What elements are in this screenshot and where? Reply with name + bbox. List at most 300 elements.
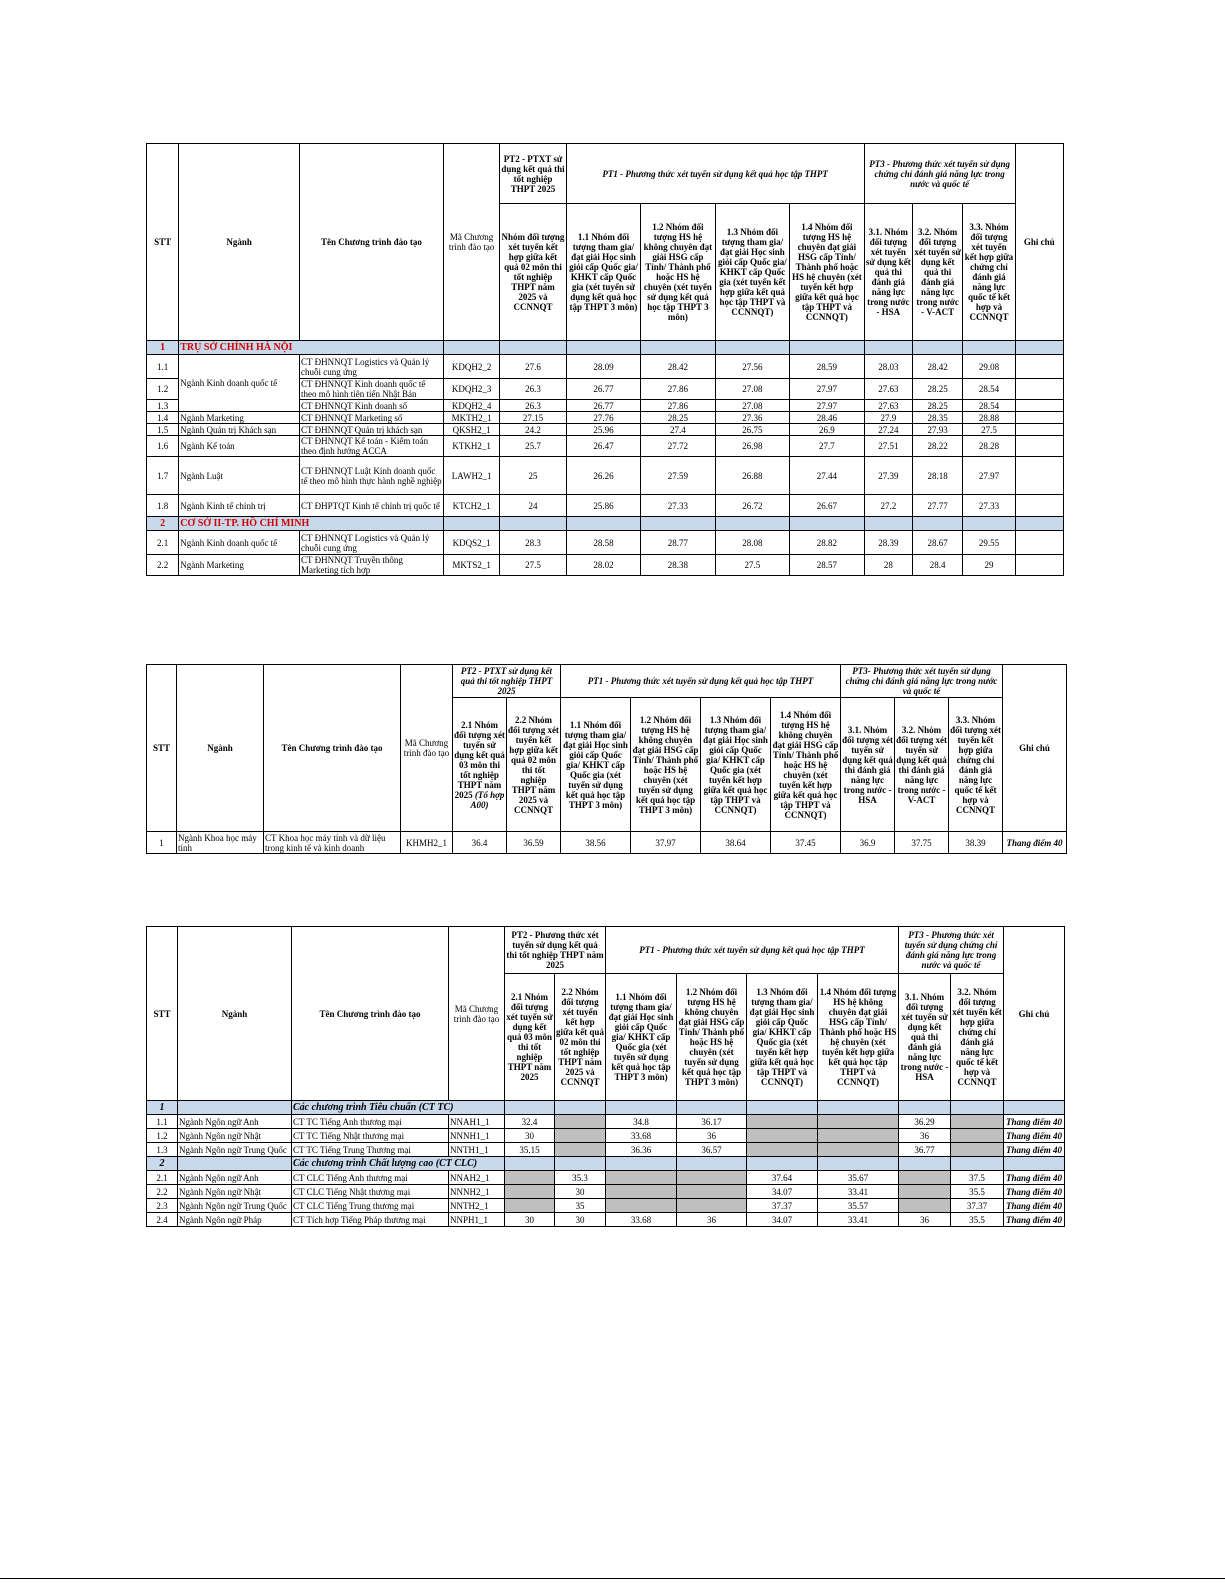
section-empty-cell [1015, 517, 1063, 531]
cell-ten: CT TC Tiếng Nhật thương mại [292, 1129, 449, 1143]
cell-ten: CT CLC Tiếng Anh thương mại [292, 1171, 449, 1185]
header-pt1: PT1 - Phương thức xét tuyển sử dụng kết quả học tập THPT [561, 665, 841, 698]
cell-score: 27.86 [641, 400, 715, 412]
cell-note: Thang điểm 40 [1004, 1185, 1065, 1199]
cell-ma: NNTH1_1 [449, 1143, 505, 1157]
cell-score: 27.72 [641, 436, 715, 457]
cell-score: 25 [500, 457, 566, 495]
cell-score: 26.75 [715, 424, 789, 436]
table-row [147, 1199, 1065, 1213]
cell-nganh: Ngành Ngôn ngữ Trung Quốc [178, 1143, 292, 1157]
cell-ten: CT ĐHNNQT Logistics và Quản lý chuỗi cung ứng [299, 531, 443, 555]
header-stt: STT [147, 144, 179, 341]
cell-na [818, 1143, 899, 1157]
cell-score: 26.26 [566, 457, 640, 495]
cell-note: Thang điểm 40 [1004, 1171, 1065, 1185]
subheader: 1.1 Nhóm đối tượng tham gia/đạt giải Học sinh giỏi cấp Quốc gia/ KHKT cấp Quốc gia (xét tuyển sử dụng kết quả học tập THPT 3 môn) [606, 974, 677, 1101]
subheader: 1.3 Nhóm đối tượng tham gia/đạt giải Học sinh giỏi cấp Quốc gia/ KHKT cấp Quốc gia (xét tuyển kết hợp giữa kết quả học tập THPT và CCNNQT) [715, 204, 789, 341]
section-empty-cell [715, 517, 789, 531]
cell-score: 37.75 [895, 832, 949, 854]
cell-note [1015, 379, 1063, 400]
cell-ma: KDQS2_1 [443, 531, 499, 555]
cell-score: 26.3 [500, 400, 566, 412]
cell-ten: CT ĐHPTQT Kinh tế chính trị quốc tế [299, 495, 443, 517]
section-row [147, 1101, 1065, 1115]
cell-score: 33.41 [818, 1185, 899, 1199]
cell-score: 36.4 [453, 832, 507, 854]
section-empty-cell [555, 1101, 606, 1115]
cell-score: 27.76 [566, 412, 640, 424]
cell-score: 35.3 [555, 1171, 606, 1185]
cell-na [505, 1199, 555, 1213]
subheader: 3.2. Nhóm đối tượng xét tuyển sử dụng kết quả thi đánh giá năng lực trong nước - V-ACT [912, 204, 962, 341]
cell-stt: 1 [147, 832, 177, 854]
cell-score: 27.97 [790, 400, 865, 412]
cell-stt: 1.5 [147, 424, 179, 436]
subheader: 1.3 Nhóm đối tượng tham gia/đạt giải Học sinh giỏi cấp Quốc gia/ KHKT cấp Quốc gia (xét tuyển kết hợp giữa kết quả học tập THPT và CCNNQT) [701, 698, 771, 832]
cell-note [1015, 436, 1063, 457]
cell-score: 35.5 [951, 1213, 1004, 1227]
cell-score: 28.35 [912, 412, 962, 424]
cell-note: Thang điểm 40 [1004, 1115, 1065, 1129]
header-ten-chuong-trinh: Tên Chương trình đào tạo [292, 927, 449, 1101]
table-row [147, 1185, 1065, 1199]
cell-score: 25.7 [500, 436, 566, 457]
header-stt: STT [147, 927, 178, 1101]
cell-note [1015, 400, 1063, 412]
cell-nganh: Ngành Kinh doanh quốc tế [179, 355, 300, 412]
cell-na [818, 1115, 899, 1129]
cell-ten: CT ĐHNNQT Luật Kinh doanh quốc tế theo mô hình thực hành nghề nghiệp [299, 457, 443, 495]
header-pt3: PT3 - Phương thức xét tuyển sử dụng chứng chỉ đánh giá năng lực trong nước và quốc tế [899, 927, 1004, 974]
cell-score: 25.86 [566, 495, 640, 517]
table-row [147, 1129, 1065, 1143]
subheader: 1.4 Nhóm đối tượng HS hệ không chuyên đạt giải HSG cấp Tỉnh/ Thành phố hoặc HS hệ chuyên (xét tuyển kết hợp giữa kết quả học tập THPT và CCNNQT) [771, 698, 841, 832]
cell-score: 27.5 [500, 555, 566, 576]
cell-score: 27.5 [715, 555, 789, 576]
cell-na [606, 1199, 677, 1213]
subheader: 2.1 Nhóm đối tượng xét tuyển sử dụng kết quả 03 môn thi tốt nghiệp THPT năm 2025 [505, 974, 555, 1101]
cell-note: Thang điểm 40 [1003, 832, 1067, 854]
cell-na [747, 1115, 818, 1129]
admission-table-1 [146, 143, 1064, 576]
cell-note [1015, 457, 1063, 495]
section-empty-cell [790, 341, 865, 355]
cell-note [1015, 495, 1063, 517]
section-empty-cell [500, 517, 566, 531]
cell-score: 27.93 [912, 424, 962, 436]
section-empty-cell [818, 1157, 899, 1171]
cell-score: 29.55 [963, 531, 1015, 555]
header-nganh: Ngành [177, 665, 264, 832]
subheader-2-1-note: (Tổ hợp A00) [470, 789, 505, 810]
cell-score: 30 [505, 1129, 555, 1143]
cell-score: 24 [500, 495, 566, 517]
section-number: 1 [147, 1101, 178, 1115]
cell-score: 36 [899, 1129, 951, 1143]
cell-ten: CT CLC Tiếng Nhật thương mại [292, 1185, 449, 1199]
header-pt2: PT2 - PTXT sử dụng kết quả thi tốt nghiệp THPT 2025 [453, 665, 561, 698]
subheader: 1.3 Nhóm đối tượng tham gia/đạt giải Học sinh giỏi cấp Quốc gia/ KHKT cấp Quốc gia (xét tuyển kết hợp giữa kết quả học tập THPT và CCNNQT) [747, 974, 818, 1101]
section-empty-cell [1004, 1157, 1065, 1171]
cell-stt: 2.3 [147, 1199, 178, 1213]
section-number: 2 [147, 517, 179, 531]
cell-nganh: Ngành Quản trị Khách sạn [179, 424, 300, 436]
cell-score: 37.37 [951, 1199, 1004, 1213]
cell-score: 28.54 [963, 379, 1015, 400]
section-row [147, 1157, 1065, 1171]
cell-score: 30 [505, 1213, 555, 1227]
cell-score: 27.4 [641, 424, 715, 436]
cell-score: 32.4 [505, 1115, 555, 1129]
cell-score: 26.47 [566, 436, 640, 457]
subheader: 1.2 Nhóm đối tượng HS hệ không chuyên đạt giải HSG cấp Tỉnh/ Thành phố hoặc HS hệ chuyên (xét tuyển sử dụng kết quả học tập THPT 3 môn) [631, 698, 701, 832]
cell-score: 29 [963, 555, 1015, 576]
subheader-2-1-text: 2.1 Nhóm đối tượng xét tuyển sử dụng kết quả 03 môn thi tốt nghiệp THPT năm 2025 [454, 719, 505, 800]
cell-score: 28.58 [566, 531, 640, 555]
section-empty-cell [951, 1101, 1004, 1115]
cell-stt: 1.8 [147, 495, 179, 517]
subheader: 2.2 Nhóm đối tượng xét tuyển kết hợp giữa kết quả 02 môn thi tốt nghiệp THPT năm 2025 và CCNNQT [555, 974, 606, 1101]
cell-na [818, 1129, 899, 1143]
header-ghi-chu: Ghi chú [1015, 144, 1063, 341]
header-pt1: PT1 - Phương thức xét tuyển sử dụng kết quả học tập THPT [566, 144, 864, 204]
cell-na [606, 1171, 677, 1185]
subheader: 2.2 Nhóm đối tượng xét tuyển kết hợp giữa kết quả 02 môn thi tốt nghiệp THPT năm 2025 và CCNNQT [507, 698, 561, 832]
section-empty-cell [566, 341, 640, 355]
cell-score: 27.56 [715, 355, 789, 379]
cell-score: 35.15 [505, 1143, 555, 1157]
cell-ten: CT Khoa học máy tính và dữ liệu trong kinh tế và kinh doanh [264, 832, 401, 854]
cell-score: 27.63 [864, 379, 912, 400]
cell-score: 26.77 [566, 400, 640, 412]
cell-score: 27.15 [500, 412, 566, 424]
section-title: TRỤ SỞ CHÍNH HÀ NỘI [179, 341, 444, 355]
cell-score: 28.4 [912, 555, 962, 576]
cell-score: 36.57 [677, 1143, 747, 1157]
cell-score: 28.57 [790, 555, 865, 576]
admission-table-2 [146, 664, 1067, 854]
cell-score: 28.59 [790, 355, 865, 379]
cell-score: 28.88 [963, 412, 1015, 424]
header-ghi-chu: Ghi chú [1004, 927, 1065, 1101]
cell-score: 38.64 [701, 832, 771, 854]
section-empty-cell [912, 517, 962, 531]
table-row [147, 424, 1064, 436]
section-empty-cell [641, 517, 715, 531]
cell-score: 34.8 [606, 1115, 677, 1129]
cell-ten: CT ĐHNNQT Kinh doanh số [299, 400, 443, 412]
cell-score: 27.51 [864, 436, 912, 457]
table-row [147, 555, 1064, 576]
cell-score: 33.68 [606, 1129, 677, 1143]
subheader: 3.3. Nhóm đối tượng xét tuyển kết hợp giữa chứng chỉ đánh giá năng lực quốc tế kết hợp và CCNNQT [963, 204, 1015, 341]
cell-score: 35 [555, 1199, 606, 1213]
cell-note [1015, 531, 1063, 555]
cell-na [505, 1185, 555, 1199]
cell-score: 28.02 [566, 555, 640, 576]
cell-note [1015, 424, 1063, 436]
cell-score: 28 [864, 555, 912, 576]
cell-score: 28.3 [500, 531, 566, 555]
header-ma-chuong-trinh: Mã Chương trình đào tạo [401, 665, 453, 832]
table-row [147, 1115, 1065, 1129]
header-ma-chuong-trinh: Mã Chương trình đào tạo [449, 927, 505, 1101]
cell-score: 36.17 [677, 1115, 747, 1129]
cell-ma: NNTH2_1 [449, 1199, 505, 1213]
cell-score: 36.9 [841, 832, 895, 854]
cell-score: 36 [677, 1213, 747, 1227]
section-empty-cell [443, 517, 499, 531]
cell-nganh: Ngành Luật [179, 457, 300, 495]
cell-stt: 1.2 [147, 1129, 178, 1143]
cell-note: Thang điểm 40 [1004, 1199, 1065, 1213]
cell-na [899, 1199, 951, 1213]
cell-nganh: Ngành Ngôn ngữ Nhật [178, 1129, 292, 1143]
cell-na [505, 1171, 555, 1185]
cell-score: 26.3 [500, 379, 566, 400]
table-row [147, 495, 1064, 517]
cell-score: 28.42 [912, 355, 962, 379]
cell-score: 28.08 [715, 531, 789, 555]
cell-ten: CT ĐHNNQT Kinh doanh quốc tế theo mô hình tiên tiến Nhật Bản [299, 379, 443, 400]
cell-ma: LAWH2_1 [443, 457, 499, 495]
section-empty-cell [606, 1157, 677, 1171]
table-row [147, 1213, 1065, 1227]
cell-stt: 1.7 [147, 457, 179, 495]
cell-ten: CT TC Tiếng Anh thương mại [292, 1115, 449, 1129]
section-empty-cell [912, 341, 962, 355]
section-empty-cell [500, 341, 566, 355]
cell-nganh: Ngành Khoa học máy tính [177, 832, 264, 854]
cell-score: 37.37 [747, 1199, 818, 1213]
cell-score: 28.25 [912, 400, 962, 412]
cell-score: 28.67 [912, 531, 962, 555]
cell-score: 28.54 [963, 400, 1015, 412]
cell-score: 27.08 [715, 379, 789, 400]
cell-score: 34.07 [747, 1185, 818, 1199]
cell-ma: KDQH2_4 [443, 400, 499, 412]
section-empty-cell [864, 341, 912, 355]
cell-score: 28.82 [790, 531, 865, 555]
header-pt2: PT2 - PTXT sử dụng kết quả thi tốt nghiệp THPT 2025 [500, 144, 566, 204]
cell-score: 27.7 [790, 436, 865, 457]
cell-score: 36.59 [507, 832, 561, 854]
cell-score: 26.98 [715, 436, 789, 457]
cell-ten: CT ĐHNNQT Logistics và Quản lý chuỗi cung ứng [299, 355, 443, 379]
cell-score: 27.5 [963, 424, 1015, 436]
cell-score: 34.07 [747, 1213, 818, 1227]
cell-score: 29.08 [963, 355, 1015, 379]
cell-nganh: Ngành Ngôn ngữ Trung Quốc [178, 1199, 292, 1213]
cell-na [677, 1199, 747, 1213]
table-row [147, 436, 1064, 457]
cell-score: 35.67 [818, 1171, 899, 1185]
header-nganh: Ngành [179, 144, 300, 341]
cell-stt: 1.4 [147, 412, 179, 424]
cell-score: 27.33 [963, 495, 1015, 517]
cell-score: 27.08 [715, 400, 789, 412]
subheader: 3.1. Nhóm đối tượng xét tuyển sử dụng kết quả thi đánh giá năng lực trong nước - HSA [841, 698, 895, 832]
cell-score: 28.38 [641, 555, 715, 576]
cell-ma: KDQH2_2 [443, 355, 499, 379]
cell-score: 38.39 [949, 832, 1003, 854]
cell-ten: CT CLC Tiếng Trung thương mại [292, 1199, 449, 1213]
cell-stt: 1.1 [147, 355, 179, 379]
cell-score: 28.39 [864, 531, 912, 555]
cell-na [747, 1143, 818, 1157]
page-bottom-rule [0, 1578, 1225, 1579]
table-row [147, 1171, 1065, 1185]
cell-score: 26.88 [715, 457, 789, 495]
cell-score: 27.77 [912, 495, 962, 517]
section-empty-cell [677, 1157, 747, 1171]
section-empty-cell [790, 517, 865, 531]
section-empty-cell [677, 1101, 747, 1115]
subheader: 1.2 Nhóm đối tượng HS hệ không chuyên đạt giải HSG cấp Tỉnh/ Thành phố hoặc HS hệ chuyên (xét tuyển sử dụng kết quả học tập THPT 3 môn) [677, 974, 747, 1101]
header-ten-chuong-trinh: Tên Chương trình đào tạo [264, 665, 401, 832]
table-row [147, 1143, 1065, 1157]
section-number: 1 [147, 341, 179, 355]
cell-ten: CT ĐHNNQT Quản trị khách sạn [299, 424, 443, 436]
cell-ten: CT ĐHNNQT Marketing số [299, 412, 443, 424]
section-title: CƠ SỞ II-TP. HỒ CHÍ MINH [179, 517, 444, 531]
cell-score: 28.77 [641, 531, 715, 555]
cell-note: Thang điểm 40 [1004, 1213, 1065, 1227]
cell-stt: 1.6 [147, 436, 179, 457]
cell-score: 27.36 [715, 412, 789, 424]
cell-score: 30 [555, 1185, 606, 1199]
cell-score: 37.45 [771, 832, 841, 854]
section-empty-cell [606, 1101, 677, 1115]
header-pt3: PT3 - Phương thức xét tuyển sử dụng chứng chỉ đánh giá năng lực trong nước và quốc tế [864, 144, 1015, 204]
cell-score: 28.22 [912, 436, 962, 457]
cell-stt: 2.2 [147, 1185, 178, 1199]
cell-ma: MKTH2_1 [443, 412, 499, 424]
table-row [147, 355, 1064, 379]
cell-score: 27.97 [790, 379, 865, 400]
cell-score: 28.28 [963, 436, 1015, 457]
cell-score: 27.63 [864, 400, 912, 412]
cell-nganh: Ngành Kinh doanh quốc tế [179, 531, 300, 555]
section-empty-cell [641, 341, 715, 355]
cell-ma: NNAH2_1 [449, 1171, 505, 1185]
subheader-2-1 [453, 698, 507, 832]
cell-note [1015, 555, 1063, 576]
subheader: Nhóm đối tượng xét tuyển kết hợp giữa kết quả 02 môn thi tốt nghiệp THPT năm 2025 và CCNNQT [500, 204, 566, 341]
admission-table-3 [146, 926, 1065, 1227]
section-empty-cell [715, 341, 789, 355]
subheader: 3.1. Nhóm đối tượng xét tuyển sử dụng kết quả thi đánh giá năng lực trong nước - HSA [864, 204, 912, 341]
cell-nganh: Ngành Marketing [179, 412, 300, 424]
subheader: 3.2. Nhóm đối tượng xét tuyển kết hợp giữa chứng chỉ đánh giá năng lực quốc tế kết hợp và CCNNQT [951, 974, 1004, 1101]
cell-score: 28.03 [864, 355, 912, 379]
cell-score: 27.59 [641, 457, 715, 495]
section-empty-cell [178, 1157, 292, 1171]
cell-nganh: Ngành Ngôn ngữ Anh [178, 1171, 292, 1185]
cell-score: 28.25 [641, 412, 715, 424]
cell-nganh: Ngành Ngôn ngữ Anh [178, 1115, 292, 1129]
cell-score: 28.42 [641, 355, 715, 379]
section-title: Các chương trình Tiêu chuẩn (CT TC) [292, 1101, 505, 1115]
cell-na [951, 1115, 1004, 1129]
cell-score: 27.97 [963, 457, 1015, 495]
cell-note: Thang điểm 40 [1004, 1143, 1065, 1157]
subheader: 3.1. Nhóm đối tượng xét tuyển sử dụng kết quả thi đánh giá năng lực trong nước - HSA [899, 974, 951, 1101]
cell-nganh: Ngành Kế toán [179, 436, 300, 457]
section-empty-cell [443, 341, 499, 355]
cell-nganh: Ngành Marketing [179, 555, 300, 576]
cell-na [951, 1143, 1004, 1157]
section-empty-cell [951, 1157, 1004, 1171]
cell-score: 26.72 [715, 495, 789, 517]
cell-ma: KTCH2_1 [443, 495, 499, 517]
cell-score: 28.25 [912, 379, 962, 400]
cell-score: 27.33 [641, 495, 715, 517]
cell-na [677, 1171, 747, 1185]
section-empty-cell [747, 1157, 818, 1171]
table-row [147, 457, 1064, 495]
cell-score: 37.97 [631, 832, 701, 854]
cell-score: 35.57 [818, 1199, 899, 1213]
cell-score: 26.9 [790, 424, 865, 436]
cell-ten: CT ĐHNNQT Truyền thông Marketing tích hợp [299, 555, 443, 576]
cell-score: 25.96 [566, 424, 640, 436]
subheader: 1.2 Nhóm đối tượng HS hệ không chuyên đạt giải HSG cấp Tỉnh/ Thành phố hoặc HS hệ chuyên (xét tuyển sử dụng kết quả học tập THPT 3 môn) [641, 204, 715, 341]
cell-score: 27.44 [790, 457, 865, 495]
header-ghi-chu: Ghi chú [1003, 665, 1067, 832]
cell-stt: 2.1 [147, 531, 179, 555]
cell-na [899, 1171, 951, 1185]
cell-score: 33.68 [606, 1213, 677, 1227]
cell-score: 24.2 [500, 424, 566, 436]
cell-score: 27.86 [641, 379, 715, 400]
cell-stt: 2.1 [147, 1171, 178, 1185]
cell-ma: NNNH1_1 [449, 1129, 505, 1143]
section-empty-cell [899, 1157, 951, 1171]
cell-score: 26.77 [566, 379, 640, 400]
cell-score: 37.64 [747, 1171, 818, 1185]
cell-stt: 1.1 [147, 1115, 178, 1129]
cell-score: 30 [555, 1213, 606, 1227]
header-nganh: Ngành [178, 927, 292, 1101]
cell-na [747, 1129, 818, 1143]
cell-stt: 1.3 [147, 1143, 178, 1157]
cell-score: 28.46 [790, 412, 865, 424]
header-pt1: PT1 - Phương thức xét tuyển sử dụng kết quả học tập THPT [606, 927, 899, 974]
cell-ten: CT Tích hợp Tiếng Pháp thương mại [292, 1213, 449, 1227]
cell-score: 33.41 [818, 1213, 899, 1227]
cell-nganh: Ngành Ngôn ngữ Pháp [178, 1213, 292, 1227]
header-ten-chuong-trinh: Tên Chương trình đào tạo [299, 144, 443, 341]
cell-score: 27.6 [500, 355, 566, 379]
cell-stt: 1.3 [147, 400, 179, 412]
cell-note: Thang điểm 40 [1004, 1129, 1065, 1143]
section-title: Các chương trình Chất lượng cao (CT CLC) [292, 1157, 505, 1171]
cell-ten: CT TC Tiếng Trung Thương mại [292, 1143, 449, 1157]
cell-ma: NNAH1_1 [449, 1115, 505, 1129]
cell-score: 28.09 [566, 355, 640, 379]
cell-ma: KTKH2_1 [443, 436, 499, 457]
section-empty-cell [178, 1101, 292, 1115]
cell-na [606, 1185, 677, 1199]
section-empty-cell [899, 1101, 951, 1115]
cell-ma: NNPH1_1 [449, 1213, 505, 1227]
subheader: 3.2. Nhóm đối tượng xét tuyển sử dụng kết quả thi đánh giá năng lực trong nước - V-ACT [895, 698, 949, 832]
cell-score: 27.39 [864, 457, 912, 495]
cell-score: 35.5 [951, 1185, 1004, 1199]
section-empty-cell [963, 341, 1015, 355]
